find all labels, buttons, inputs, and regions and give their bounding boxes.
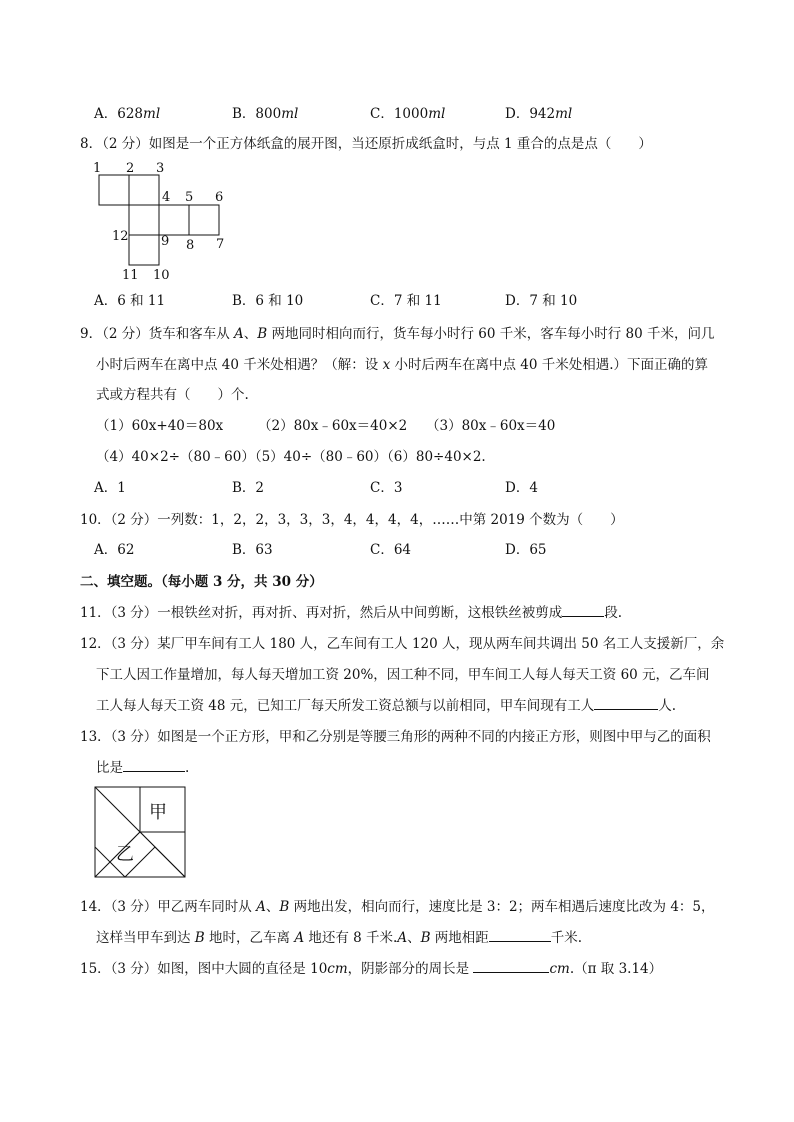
q13-line1: 13．（3 分）如图是一个正方形，甲和乙分别是等腰三角形的两种不同的内接正方形，则图中甲与乙的面积 — [80, 729, 711, 745]
q13-answer-blank[interactable] — [123, 759, 185, 772]
net-label-11: 11 — [122, 268, 139, 283]
section-2-title: 二、填空题。（每小题 3 分，共 30 分） — [80, 574, 323, 590]
q8-cube-net-figure — [90, 158, 240, 283]
net-label-4: 4 — [162, 190, 171, 205]
q14-line2: 这样当甲车到达 B 地时，乙车离 A 地还有 8 千米.A、B 两地相距 千米. — [96, 930, 583, 946]
q10-option-a: A．62 — [94, 542, 135, 558]
net-label-1: 1 — [93, 161, 102, 176]
net-label-3: 3 — [156, 161, 165, 176]
q8-option-d: D．7 和 10 — [505, 293, 578, 309]
q9-stem-line2: 小时后两车在离中点 40 千米处相遇？（解：设 x 小时后两车在离中点 40 千米处相遇.）下面正确的算 — [96, 357, 709, 373]
q14-answer-blank[interactable] — [489, 929, 551, 942]
q13-line2: 比是 . — [96, 760, 190, 776]
net-label-9: 9 — [161, 234, 170, 249]
q9-option-d: D．4 — [505, 480, 538, 496]
q9-formula-1: （1）60x+40＝80x — [96, 418, 224, 434]
q10-option-b: B．63 — [232, 542, 273, 558]
q7-option-d: D．942ml — [505, 106, 573, 122]
q12-line2: 下工人因工作量增加，每人每天增加工资 20%，因工种不同，甲车间工人每人每天工资 60 元，乙车间 — [96, 667, 710, 683]
q13-label-jia: 甲 — [149, 802, 167, 823]
net-label-2: 2 — [126, 161, 135, 176]
q13-square-figure — [94, 786, 188, 880]
q11-answer-blank[interactable] — [562, 604, 604, 617]
q9-stem-line1: 9．（2 分）货车和客车从 A、B 两地同时相向而行，货车每小时行 60 千米，客车每小时行 80 千米，问几 — [80, 326, 715, 342]
q9-formulas-4-6: （4）40×2÷（80﹣60）（5）40÷（80﹣60）（6）80÷40×2. — [96, 449, 486, 465]
net-label-12: 12 — [112, 229, 129, 244]
q9-formula-3: （3）80x﹣60x＝40 — [426, 418, 556, 434]
q8-option-a: A．6 和 11 — [94, 293, 166, 309]
q9-stem-line3: 式或方程共有（ ）个. — [96, 387, 249, 403]
net-label-6: 6 — [215, 190, 224, 205]
q11-stem: 11．（3 分）一根铁丝对折，再对折、再对折，然后从中间剪断，这根铁丝被剪成 段. — [80, 605, 623, 621]
q9-option-b: B．2 — [232, 480, 265, 496]
q14-line1: 14．（3 分）甲乙两车同时从 A、B 两地出发，相向而行，速度比是 3：2；两车相遇后速度比改为 4：5， — [80, 899, 715, 915]
q8-option-c: C．7 和 11 — [370, 293, 442, 309]
q8-option-b: B．6 和 10 — [232, 293, 304, 309]
q9-option-c: C．3 — [370, 480, 403, 496]
q8-stem: 8．（2 分）如图是一个正方体纸盒的展开图，当还原折成纸盒时，与点 1 重合的点是点（ ） — [80, 136, 652, 152]
q10-option-c: C．64 — [370, 542, 412, 558]
q7-option-b: B．800ml — [232, 106, 299, 122]
net-label-8: 8 — [186, 238, 195, 253]
net-label-5: 5 — [185, 190, 194, 205]
net-label-10: 10 — [153, 268, 170, 283]
q9-formula-2: （2）80x﹣60x＝40×2 — [258, 418, 408, 434]
q10-option-d: D．65 — [505, 542, 547, 558]
q15-answer-blank[interactable] — [473, 960, 549, 973]
q9-option-a: A．1 — [94, 480, 126, 496]
q12-answer-blank[interactable] — [594, 697, 658, 710]
q10-stem: 10．（2 分）一列数：1，2，2，3，3，3，4，4，4，4，……中第 2019 个数为（ ） — [80, 512, 624, 528]
net-label-7: 7 — [216, 237, 225, 252]
q12-line1: 12．（3 分）某厂甲车间有工人 180 人，乙车间有工人 120 人，现从两车间共调出 50 名工人支援新厂，余 — [80, 636, 725, 652]
q15-stem: 15．（3 分）如图，图中大圆的直径是 10cm，阴影部分的周长是 cm.（π 取 3.14） — [80, 961, 663, 977]
q13-label-yi: 乙 — [116, 844, 134, 865]
q7-option-a: A．628ml — [94, 106, 161, 122]
q7-option-c: C．1000ml — [370, 106, 446, 122]
q12-line3: 工人每人每天工资 48 元，已知工厂每天所发工资总额与以前相同，甲车间现有工人 人. — [96, 698, 677, 714]
